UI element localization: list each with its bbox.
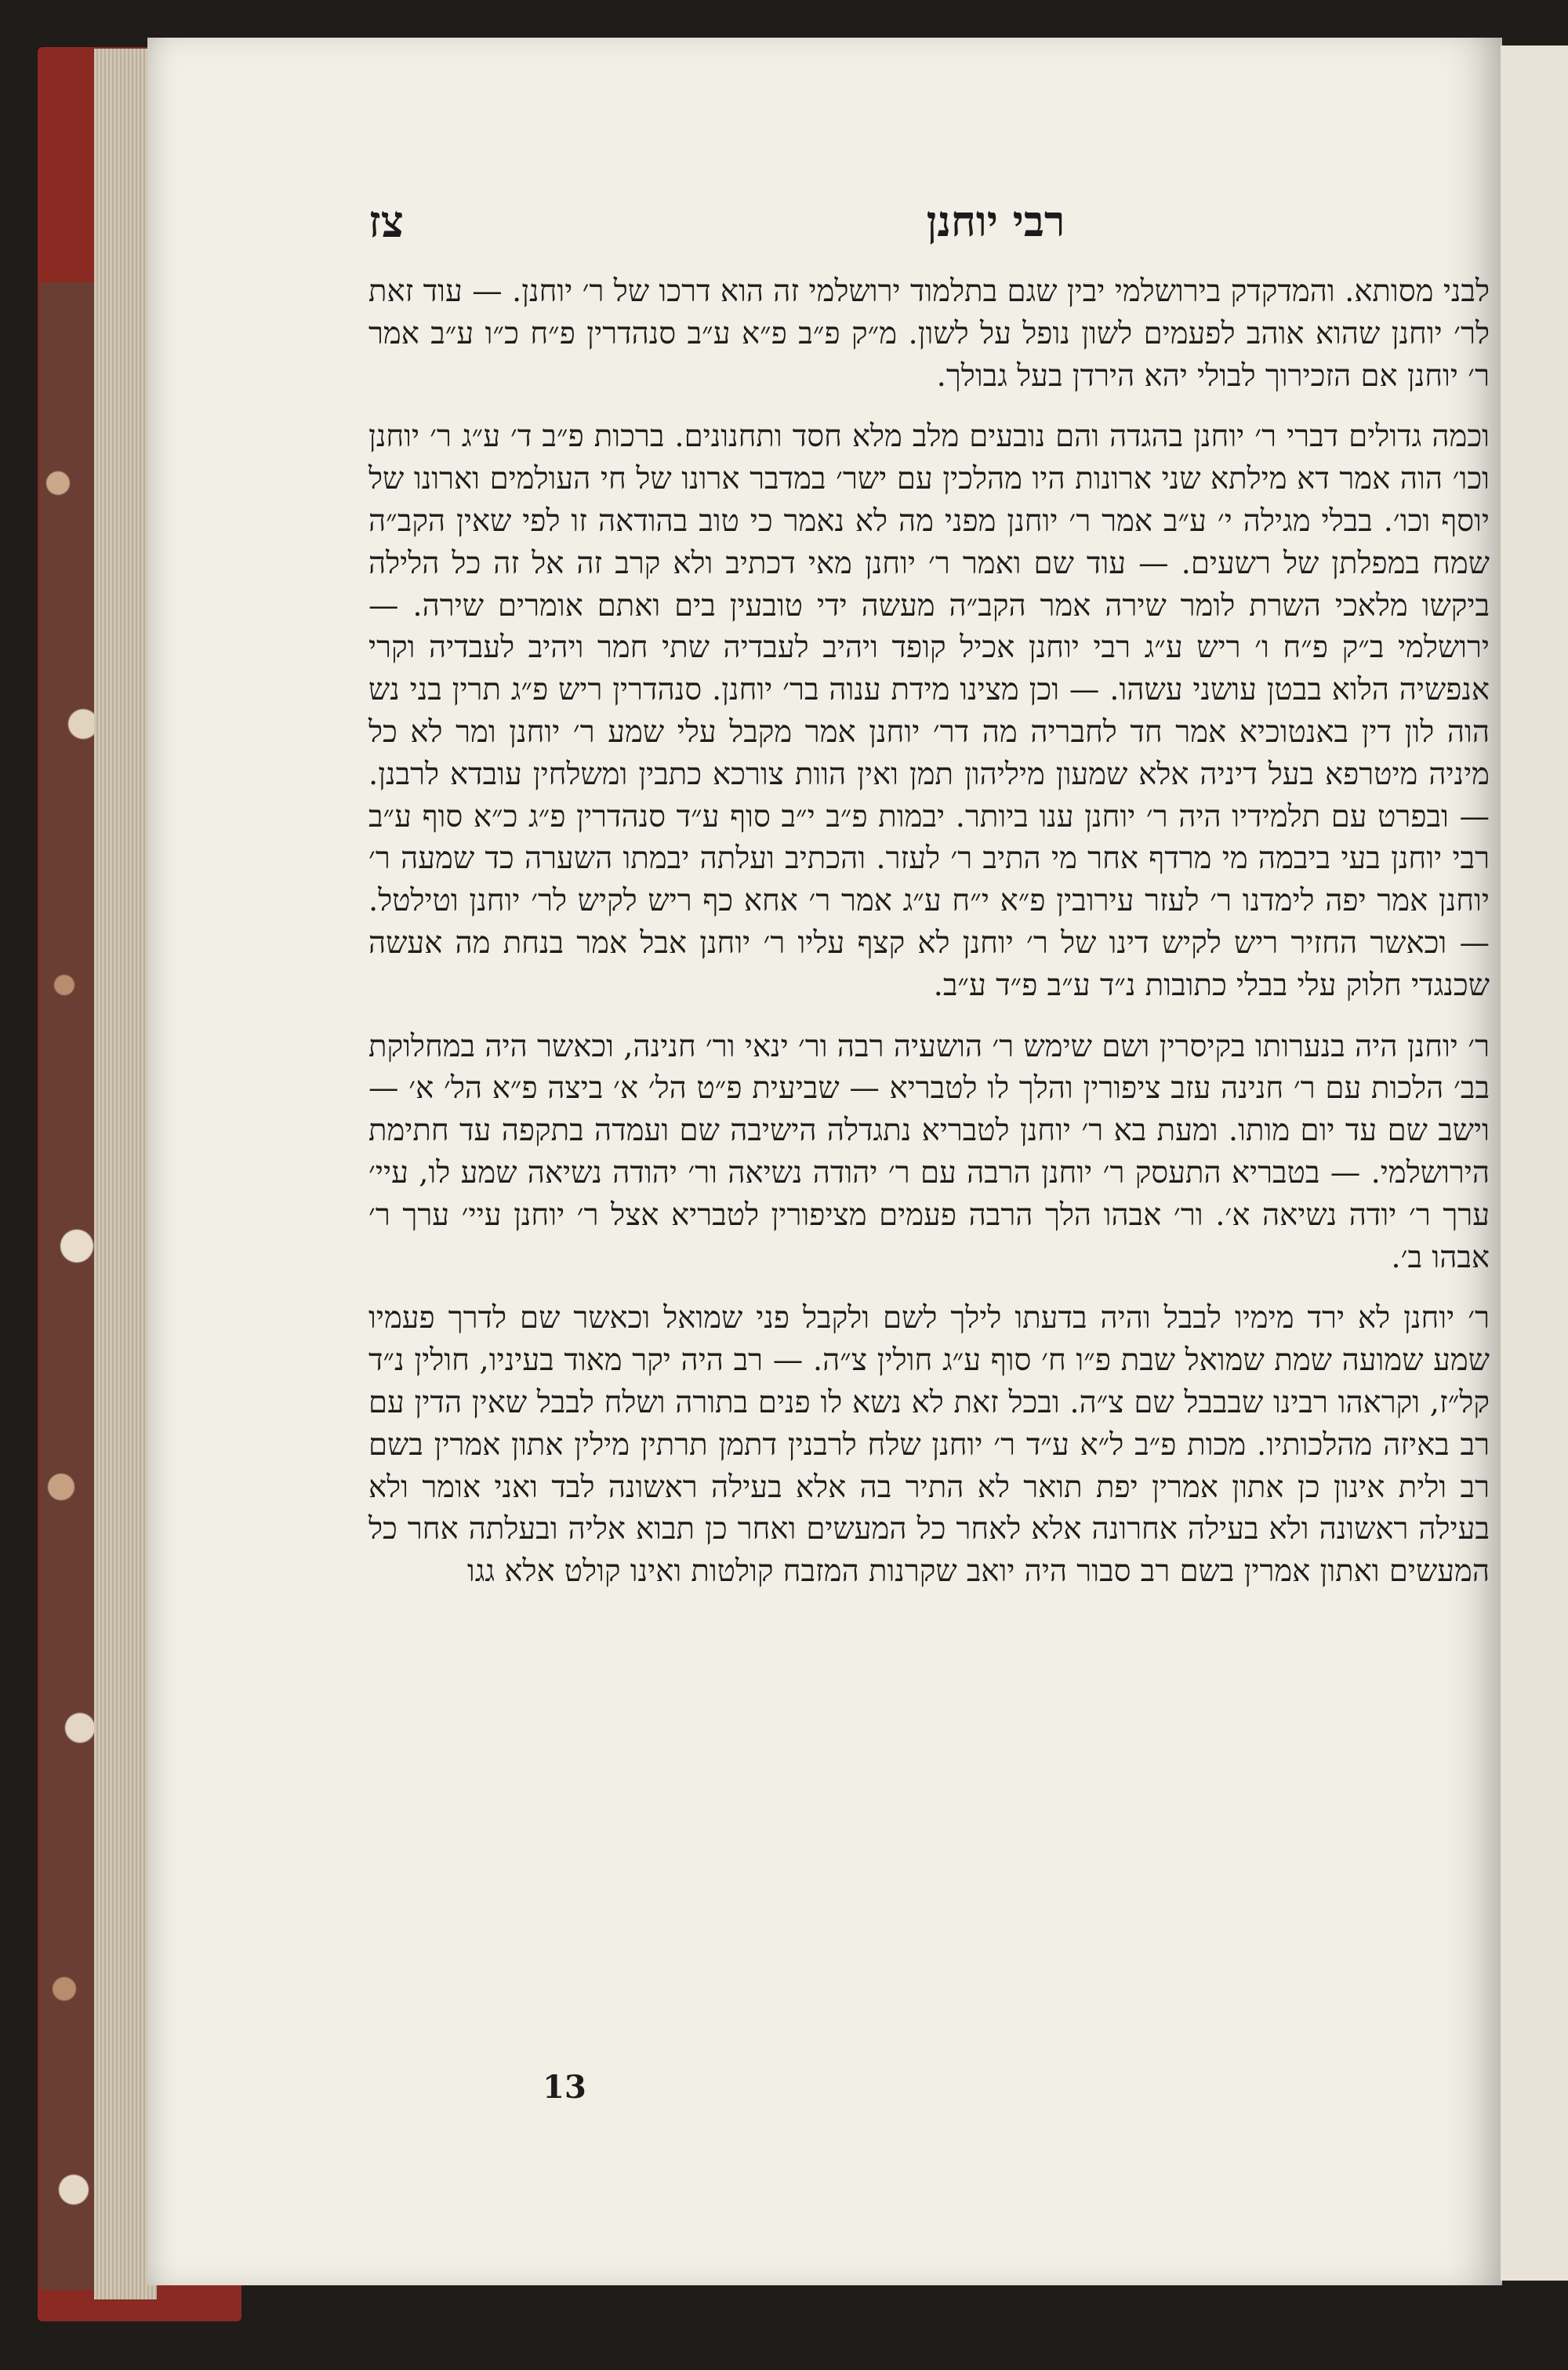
- paragraph-1: לבני מסותא. והמדקדק בירושלמי יבין שגם בתלמוד ירושלמי זה הוא דרכו של ר׳ יוחנן. — עוד זאת לר׳ יוחנן שהוא אוהב לפעמים לשון נופל על לשון. מ״ק פ״ב פ״א ע״ב סנהדרין פ״ח כ״ו ע״ב אמר ר׳ יוחנן אם הזכירוך לבולי יהא הירדן בעל גבולך.: [368, 274, 1490, 394]
- paragraph-3: ר׳ יוחנן היה בנערותו בקיסרין ושם שימש ר׳ הושעיה רבה ור׳ ינאי ור׳ חנינה, וכאשר היה במחלוקת בב׳ הלכות עם ר׳ חנינה עזב ציפורין והלך לו לטבריא — שביעית פ״ט הל׳ א׳ ביצה פ״א הל׳ א׳ — וישב שם עד יום מותו. ומעת בא ר׳ יוחנן לטבריא נתגדלה הישיבה שם ועמדה בתקפה עד חתימת הירושלמי. — בטבריא התעסק ר׳ יוחנן הרבה עם ר׳ יהודה נשיאה ור׳ יהודה נשיאה שמע לו, עיי׳ ערך ר׳ יודה נשיאה א׳. ור׳ אבהו הלך הרבה פעמים מציפורין לטבריא אצל ר׳ יוחנן עיי׳ ערך ר׳ אבהו ב׳.: [368, 1028, 1490, 1275]
- running-title: רבי יוחנן: [926, 196, 1065, 246]
- body-text: [368, 271, 1490, 1593]
- paragraph-2: וכמה גדולים דברי ר׳ יוחנן בהגדה והם נובעים מלב מלא חסד ותחנונים. ברכות פ״ב ד׳ ע״ג ר׳ יוחנן וכו׳ הוה אמר דא מילתא שני ארונות היו מהלכין עם ישר׳ במדבר ארונו של חי העולמים וארונו של יוסף וכו׳. בבלי מגילה י׳ ע״ב אמר ר׳ יוחנן מפני מה לא נאמר כי טוב בהודאה זו לפי שאין הקב״ה שמח במפלתן של רשעים. — עוד שם ואמר ר׳ יוחנן מאי דכתיב ולא קרב זה אל זה כל הלילה ביקשו מלאכי השרת לומר שירה אמר הקב״ה מעשה ידי טובעין בים ואתם אומרים שירה. — ירושלמי ב״ק פ״ח ו׳ ריש ע״ג רבי יוחנן אכיל קופד ויהיב לעבדיה שתי חמר ויהיב לעבדיה וקרי אנפשיה הלוא בבטן עושני עשהו. — וכן מצינו מידת ענוה בר׳ יוחנן. סנהדרין ריש פ״ג תרין בני נש הוה לון דין באנטוכיא אמר חד לחבריה מה דר׳ יוחנן אמר מקבל עלי שמע ר׳ יוחנן ומר לא כל מיניה מיטרפא בעל דיניה אלא שמעון מיליהון תמן ואין הוות צורכא כתבין ומשלחין עובדא לרבנן. — ובפרט עם תלמידיו היה ר׳ יוחנן ענו ביותר. יבמות פ״ב י״ב סוף ע״ד סנהדרין פ״ג כ״א סוף ע״ב רבי יוחנן בעי ביבמה מי מרדף אחר מי התיב ר׳ לעזר. והכתיב ועלתה יבמתו השערה כד שמעה ר׳ יוחנן אמר יפה לימדנו ר׳ לעזר עירובין פ״א י״ח ע״ג אמר ר׳ אחא כף ריש לקיש לר׳ יוחנן וטילטל. — וכאשר החזיר ריש לקיש דינו של ר׳ יוחנן לא קצף עליו ר׳ יוחנן אבל אמר בנחת מה אעשה שכנגדי חלוק עלי בבלי כתובות נ״ד ע״ב פ״ד ע״ב.: [368, 419, 1490, 1003]
- paragraph-4: ר׳ יוחנן לא ירד מימיו לבבל והיה בדעתו לילך לשם ולקבל פני שמואל וכאשר שם לדרך פעמיו שמע שמועה שמת שמואל שבת פ״ו ח׳ סוף ע״ג חולין צ״ה. — רב היה יקר מאוד בעיניו, חולין נ״ד קל״ז, וקראהו רבינו שבבבל שם צ״ה. ובכל זאת לא נשא לו פנים בתורה ושלח לבבל שאין הדין עם רב באיזה מהלכותיו. מכות פ״ב ל״א ע״ד ר׳ יוחנן שלח לרבנין דתמן תרתין מילין אתון אמרין בשם רב ולית אינון כן אתון אמרין יפת תואר לא התיר בה אלא בעילה ראשונה לבד ואני אומר ולא בעילה ראשונה ולא בעילה אחרונה אלא לאחר כל המעשים ואחר כן תבוא אליה ובעלתה אחר כל המעשים ואתון אמרין בשם רב סבור היה יואב שקרנות המזבח קולטות ואינו קולט אלא גגו: [368, 1300, 1490, 1590]
- marbled-edge: [39, 282, 102, 2290]
- hebrew-page-number: צז: [368, 196, 404, 248]
- facing-page-edge: [1501, 45, 1568, 2281]
- folio-number: 13: [543, 2069, 586, 2106]
- page-header: [368, 196, 1497, 259]
